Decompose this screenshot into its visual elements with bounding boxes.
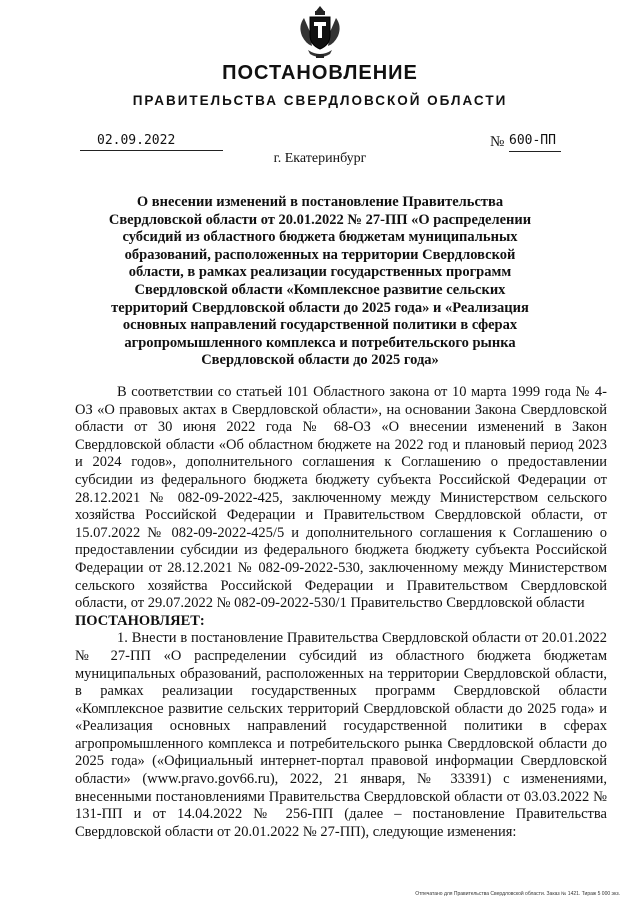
preamble-paragraph: В соответствии со статьей 101 Областного закона от 10 марта 1999 года № 4-ОЗ «О правовых актах в Свердловской области», на основании Закона Свердловской области от 30 июня 2022 года № 68-ОЗ «О внесении изменений в Закон Свердловской области «Об областном бюджете на 2022 год и плановый период 2023 и 2024 годов», дополнительного соглашения к Соглашению о предоставлении субсидии из федерального бюджета бюджету субъекта Российской Федерации от 28.12.2021 № 082-09-2022-425, заключенному между Министерством сельского хозяйства Российской Федерации и Правительством Свердловской области, от 15.07.2022 № 082-09-2022-425/5 и дополнительного соглашения к Соглашению о предоставлении субсидии из федерального бюджета бюджету субъекта Российской Федерации от 28.12.2021 № 082-09-2022-530, заключенному между Министерством сельского хозяйства Российской Федерации и Правительством Свердловской области, от 29.07.2022 № 082-09-2022-530/1 Правительство Свердловской области: [75, 384, 607, 612]
document-date: 02.09.2022: [80, 132, 223, 151]
city-name: г. Екатеринбург: [273, 151, 367, 166]
number-sign: №: [490, 134, 505, 150]
print-footer: Отпечатано для Правительства Свердловской области. Заказ № 1421. Тираж 5 000 экз.: [415, 891, 620, 897]
document-heading: О внесении изменений в постановление Правительства Свердловской области от 20.01.2022 № 27-ПП «О распределении субсидий из областного бюджета бюджетам муниципальных образований, расположенных на территории Свердловской области, в рамках реализации государственных программ Свердловской области «Комплексное развитие сельских территорий Свердловской области до 2025 года» и «Реализация основных направлений государственной политики в сферах агропромышленного комплекса и потребительского рынка Свердловской области до 2025 года»: [108, 194, 532, 369]
document-number: 600-ПП: [509, 132, 561, 152]
issuer-subtitle: ПРАВИТЕЛЬСТВА СВЕРДЛОВСКОЙ ОБЛАСТИ: [132, 93, 508, 108]
item-1-paragraph: 1. Внести в постановление Правительства Свердловской области от 20.01.2022 № 27-ПП «О распределении субсидий из областного бюджета бюджетам муниципальных образований, расположенных на территории Свердловской области, в рамках реализации государственных программ Свердловской области «Комплексное развитие сельских территорий Свердловской области до 2025 года» и «Реализация основных направлений государственной политики в сферах агропромышленного комплекса и потребительского рынка Свердловской области до 2025 года» («Официальный интернет-портал правовой информации Свердловской области» (www.pravo.gov66.ru), 2022, 21 января, № 33391) с изменениями, внесенными постановлениями Правительства Свердловской области от 03.03.2022 № 131-ПП и от 14.04.2022 № 256-ПП (далее – постановление Правительства Свердловской области от 20.01.2022 № 27-ПП), следующие изменения:: [75, 630, 607, 840]
document-type-title: ПОСТАНОВЛЕНИЕ: [222, 62, 418, 84]
resolve-word: ПОСТАНОВЛЯЕТ:: [75, 612, 205, 629]
document-body: [75, 384, 607, 841]
coat-of-arms-emblem: [296, 4, 344, 60]
